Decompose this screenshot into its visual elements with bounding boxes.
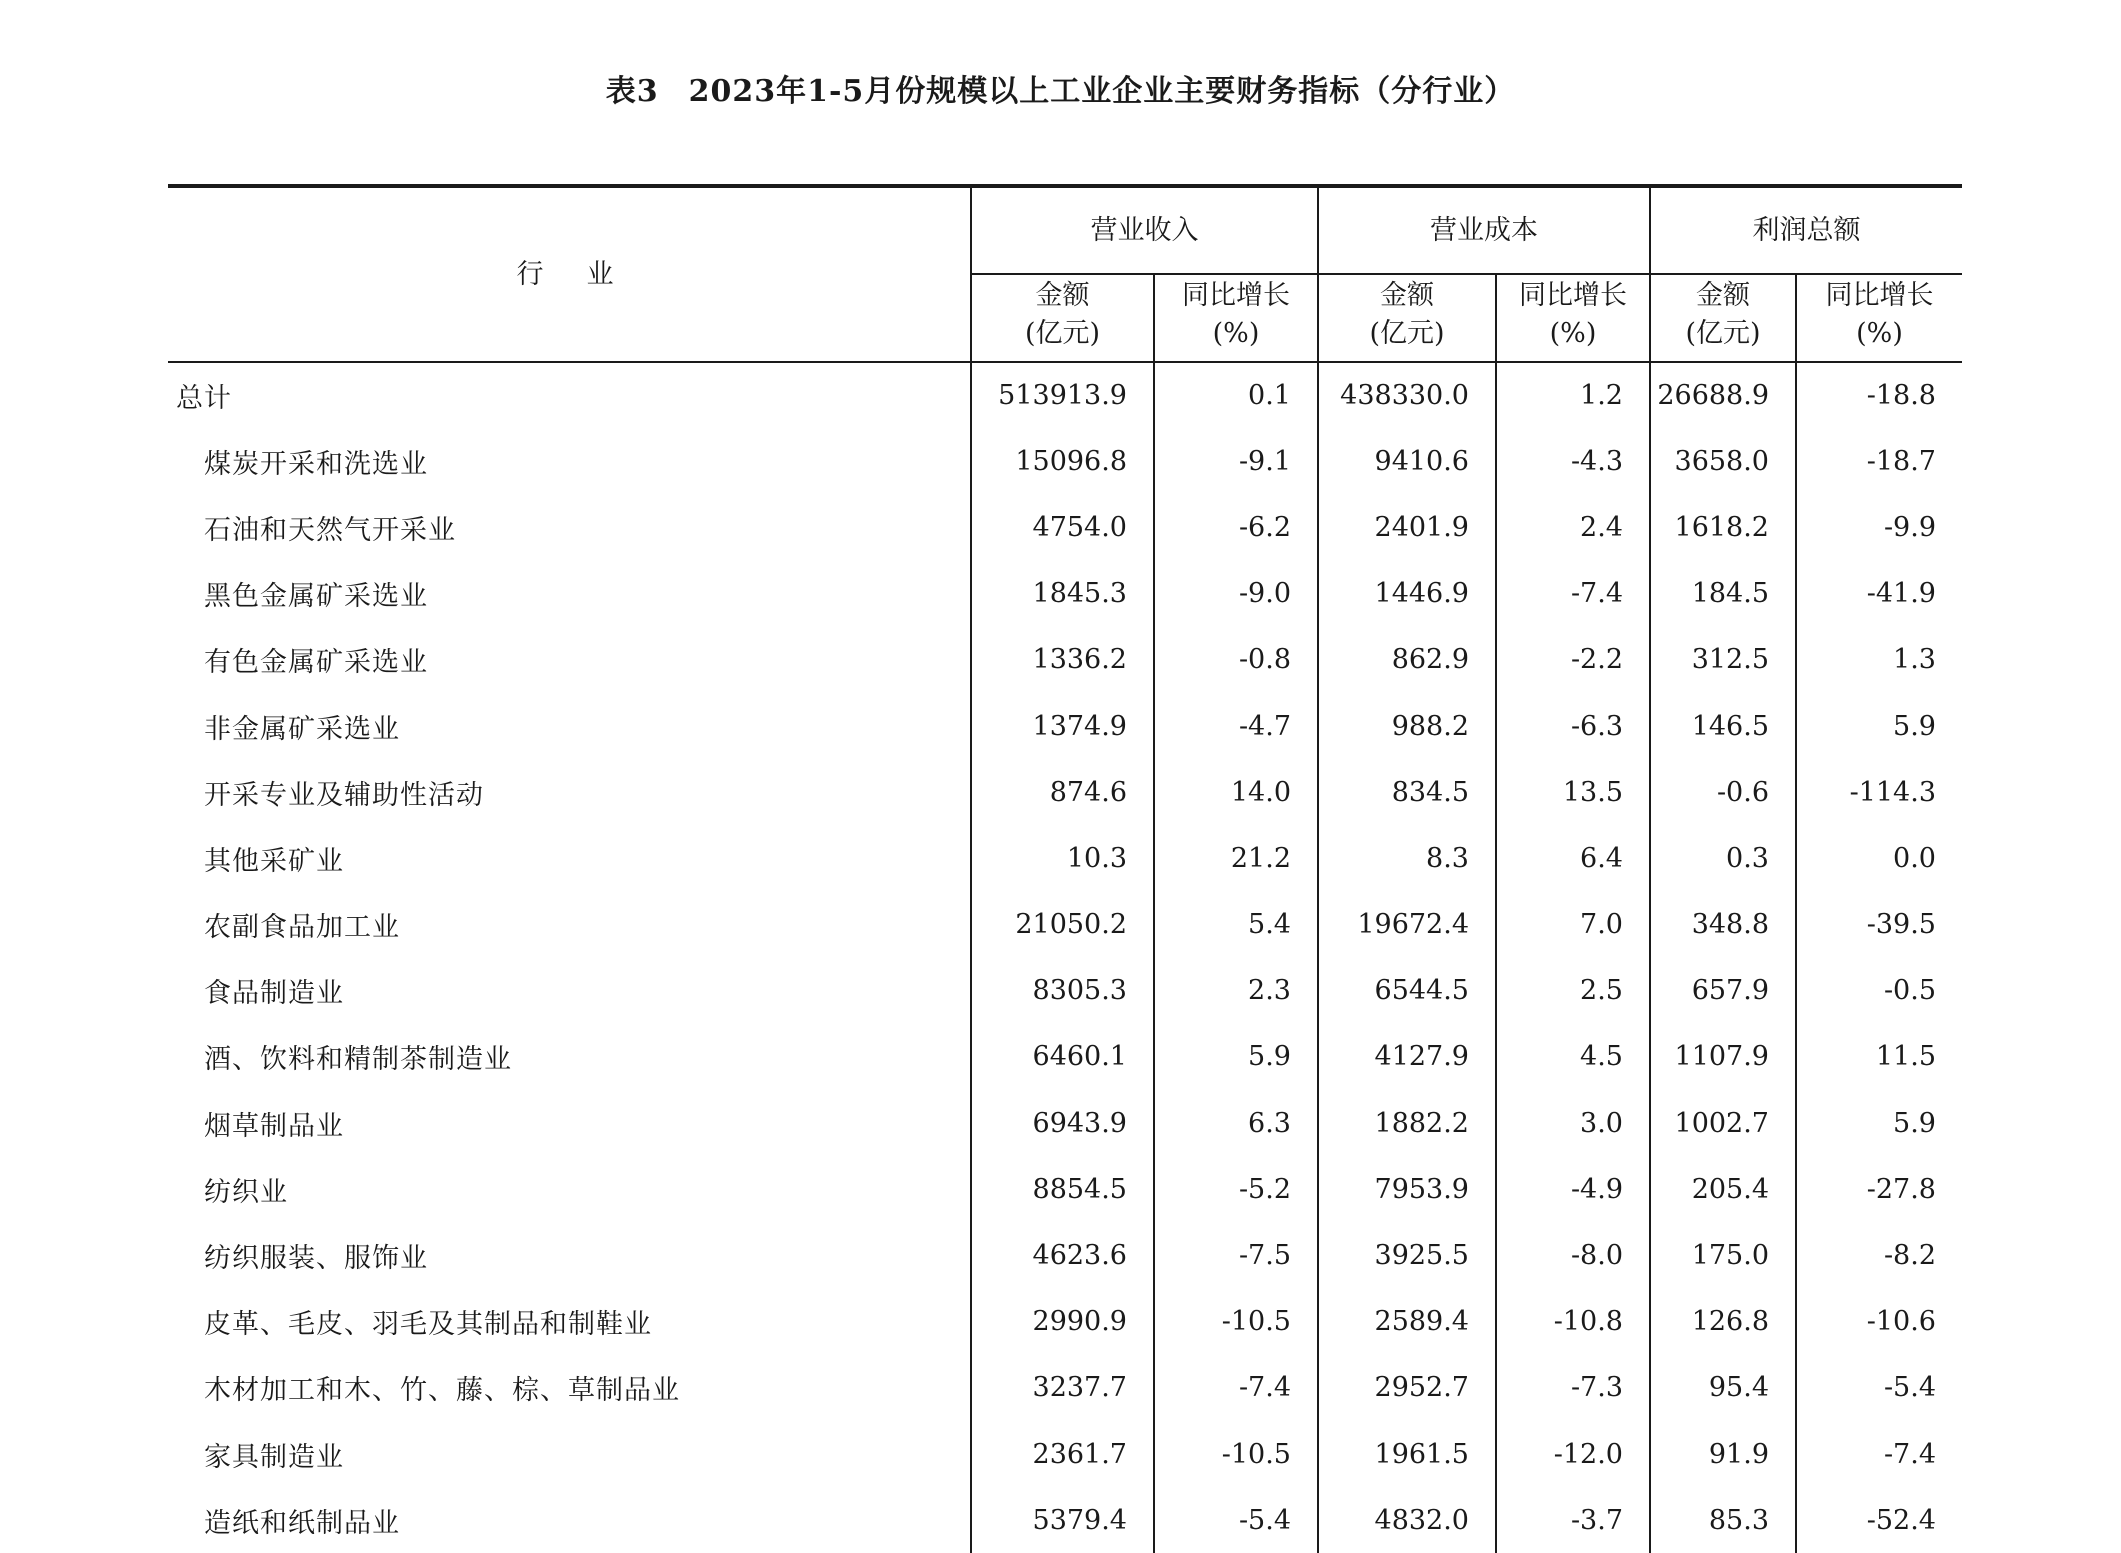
cost-amount-cell: 1961.5 bbox=[1318, 1421, 1496, 1487]
table-number: 表3 bbox=[605, 74, 659, 109]
industry-name-cell: 纺织业 bbox=[204, 1176, 288, 1208]
cost-growth-cell: 6.4 bbox=[1496, 825, 1650, 891]
profit-growth-cell: 0.0 bbox=[1796, 825, 1962, 891]
profit-growth-cell: -41.9 bbox=[1796, 561, 1962, 627]
industry-name-cell: 总计 bbox=[176, 383, 232, 415]
cost-growth-cell: 2.5 bbox=[1496, 958, 1650, 1024]
profit-amount-cell: -0.6 bbox=[1650, 759, 1796, 825]
cost-amount-cell: 9410.6 bbox=[1318, 428, 1496, 494]
table-row-total bbox=[168, 362, 1962, 428]
cost-growth-cell: -2.2 bbox=[1496, 627, 1650, 693]
cost-growth-cell: -4.3 bbox=[1496, 428, 1650, 494]
revenue-growth-cell: -5.2 bbox=[1154, 1156, 1318, 1222]
industry-header: 行 业 bbox=[168, 186, 971, 362]
profit-growth-cell: 11.5 bbox=[1796, 1024, 1962, 1090]
cost-growth-cell: -3.7 bbox=[1496, 1487, 1650, 1553]
profit-growth-cell: 5.9 bbox=[1796, 1090, 1962, 1156]
industry-name-cell: 农副食品加工业 bbox=[204, 912, 400, 944]
revenue-growth-cell: 21.2 bbox=[1154, 825, 1318, 891]
cost-growth-cell: 13.5 bbox=[1496, 759, 1650, 825]
revenue-growth-cell: 5.4 bbox=[1154, 892, 1318, 958]
revenue-header: 营业收入 bbox=[971, 186, 1318, 274]
cost-amount-cell: 834.5 bbox=[1318, 759, 1496, 825]
table-row bbox=[168, 958, 1962, 1024]
cost-growth-cell: -8.0 bbox=[1496, 1222, 1650, 1288]
profit-amount-cell: 85.3 bbox=[1650, 1487, 1796, 1553]
profit-amount-cell: 1002.7 bbox=[1650, 1090, 1796, 1156]
table-row bbox=[168, 1421, 1962, 1487]
financial-indicators-table bbox=[168, 184, 1962, 1553]
profit-amount-cell: 126.8 bbox=[1650, 1289, 1796, 1355]
industry-name-cell: 家具制造业 bbox=[204, 1441, 344, 1473]
revenue-amount-cell: 6460.1 bbox=[971, 1024, 1154, 1090]
profit-growth-cell: -5.4 bbox=[1796, 1355, 1962, 1421]
cost-growth-cell: 7.0 bbox=[1496, 892, 1650, 958]
revenue-amount-cell: 3237.7 bbox=[971, 1355, 1154, 1421]
table-row bbox=[168, 759, 1962, 825]
table-row bbox=[168, 1090, 1962, 1156]
revenue-amount-cell: 8305.3 bbox=[971, 958, 1154, 1024]
table-row bbox=[168, 1222, 1962, 1288]
revenue-amount-cell: 2361.7 bbox=[971, 1421, 1154, 1487]
profit-growth-cell: -18.8 bbox=[1796, 362, 1962, 428]
table-row bbox=[168, 561, 1962, 627]
cost-amount-cell: 4832.0 bbox=[1318, 1487, 1496, 1553]
revenue-growth-cell: -10.5 bbox=[1154, 1421, 1318, 1487]
revenue-amount-cell: 15096.8 bbox=[971, 428, 1154, 494]
revenue-growth-cell: -5.4 bbox=[1154, 1487, 1318, 1553]
profit-amount-cell: 312.5 bbox=[1650, 627, 1796, 693]
profit-growth-cell: -27.8 bbox=[1796, 1156, 1962, 1222]
industry-name-cell: 皮革、毛皮、羽毛及其制品和制鞋业 bbox=[204, 1309, 652, 1341]
profit-amount-cell: 26688.9 bbox=[1650, 362, 1796, 428]
cost-header: 营业成本 bbox=[1318, 186, 1650, 274]
table-row bbox=[168, 1024, 1962, 1090]
table-row bbox=[168, 627, 1962, 693]
cost-amount-cell: 1446.9 bbox=[1318, 561, 1496, 627]
cost-amount-cell: 862.9 bbox=[1318, 627, 1496, 693]
revenue-growth-cell: 14.0 bbox=[1154, 759, 1318, 825]
cost-amount-cell: 2401.9 bbox=[1318, 494, 1496, 560]
cost-amount-cell: 438330.0 bbox=[1318, 362, 1496, 428]
profit-growth-cell: -10.6 bbox=[1796, 1289, 1962, 1355]
table-title-text: 2023年1-5月份规模以上工业企业主要财务指标（分行业） bbox=[688, 74, 1516, 109]
profit-amount-cell: 91.9 bbox=[1650, 1421, 1796, 1487]
industry-name-cell: 非金属矿采选业 bbox=[204, 713, 400, 745]
profit-amount-cell: 3658.0 bbox=[1650, 428, 1796, 494]
revenue-amount-header: 金额 (亿元) bbox=[971, 274, 1154, 362]
revenue-amount-cell: 1845.3 bbox=[971, 561, 1154, 627]
cost-amount-cell: 1882.2 bbox=[1318, 1090, 1496, 1156]
cost-growth-cell: 1.2 bbox=[1496, 362, 1650, 428]
industry-name-cell: 其他采矿业 bbox=[204, 845, 344, 877]
cost-amount-cell: 2589.4 bbox=[1318, 1289, 1496, 1355]
industry-name-cell: 酒、饮料和精制茶制造业 bbox=[204, 1044, 512, 1076]
revenue-amount-cell: 1336.2 bbox=[971, 627, 1154, 693]
profit-amount-cell: 184.5 bbox=[1650, 561, 1796, 627]
revenue-growth-cell: -9.0 bbox=[1154, 561, 1318, 627]
profit-amount-header: 金额 (亿元) bbox=[1650, 274, 1796, 362]
cost-amount-cell: 988.2 bbox=[1318, 693, 1496, 759]
industry-name-cell: 烟草制品业 bbox=[204, 1110, 344, 1142]
cost-growth-cell: 4.5 bbox=[1496, 1024, 1650, 1090]
table-body bbox=[168, 362, 1962, 1553]
table-row bbox=[168, 1487, 1962, 1553]
table-row bbox=[168, 1156, 1962, 1222]
profit-amount-cell: 657.9 bbox=[1650, 958, 1796, 1024]
table-row bbox=[168, 428, 1962, 494]
revenue-growth-cell: -0.8 bbox=[1154, 627, 1318, 693]
revenue-growth-cell: -4.7 bbox=[1154, 693, 1318, 759]
profit-amount-cell: 0.3 bbox=[1650, 825, 1796, 891]
cost-amount-cell: 19672.4 bbox=[1318, 892, 1496, 958]
profit-growth-cell: -18.7 bbox=[1796, 428, 1962, 494]
table-row bbox=[168, 494, 1962, 560]
revenue-amount-cell: 2990.9 bbox=[971, 1289, 1154, 1355]
revenue-growth-cell: -7.4 bbox=[1154, 1355, 1318, 1421]
revenue-growth-header: 同比增长 (%) bbox=[1154, 274, 1318, 362]
profit-amount-cell: 175.0 bbox=[1650, 1222, 1796, 1288]
profit-growth-cell: -52.4 bbox=[1796, 1487, 1962, 1553]
table-row bbox=[168, 892, 1962, 958]
table-row bbox=[168, 1355, 1962, 1421]
cost-growth-cell: -4.9 bbox=[1496, 1156, 1650, 1222]
industry-name-cell: 煤炭开采和洗选业 bbox=[204, 448, 428, 480]
table-row bbox=[168, 693, 1962, 759]
revenue-growth-cell: 2.3 bbox=[1154, 958, 1318, 1024]
profit-amount-cell: 1107.9 bbox=[1650, 1024, 1796, 1090]
profit-growth-header: 同比增长 (%) bbox=[1796, 274, 1962, 362]
revenue-growth-cell: 0.1 bbox=[1154, 362, 1318, 428]
profit-amount-cell: 348.8 bbox=[1650, 892, 1796, 958]
cost-amount-header: 金额 (亿元) bbox=[1318, 274, 1496, 362]
revenue-growth-cell: -10.5 bbox=[1154, 1289, 1318, 1355]
revenue-amount-cell: 6943.9 bbox=[971, 1090, 1154, 1156]
cost-amount-cell: 4127.9 bbox=[1318, 1024, 1496, 1090]
cost-amount-cell: 2952.7 bbox=[1318, 1355, 1496, 1421]
profit-growth-cell: -9.9 bbox=[1796, 494, 1962, 560]
revenue-growth-cell: 5.9 bbox=[1154, 1024, 1318, 1090]
revenue-growth-cell: -9.1 bbox=[1154, 428, 1318, 494]
profit-growth-cell: -114.3 bbox=[1796, 759, 1962, 825]
cost-amount-cell: 7953.9 bbox=[1318, 1156, 1496, 1222]
table-row bbox=[168, 1289, 1962, 1355]
cost-growth-cell: -12.0 bbox=[1496, 1421, 1650, 1487]
profit-growth-cell: -0.5 bbox=[1796, 958, 1962, 1024]
industry-name-cell: 纺织服装、服饰业 bbox=[204, 1243, 428, 1275]
cost-growth-cell: -10.8 bbox=[1496, 1289, 1650, 1355]
revenue-amount-cell: 8854.5 bbox=[971, 1156, 1154, 1222]
industry-name-cell: 造纸和纸制品业 bbox=[204, 1507, 400, 1539]
profit-growth-cell: -8.2 bbox=[1796, 1222, 1962, 1288]
industry-name-cell: 食品制造业 bbox=[204, 978, 344, 1010]
page-title bbox=[0, 66, 2121, 110]
cost-growth-cell: -7.4 bbox=[1496, 561, 1650, 627]
profit-growth-cell: 1.3 bbox=[1796, 627, 1962, 693]
revenue-amount-cell: 874.6 bbox=[971, 759, 1154, 825]
revenue-growth-cell: -6.2 bbox=[1154, 494, 1318, 560]
revenue-amount-cell: 5379.4 bbox=[971, 1487, 1154, 1553]
revenue-amount-cell: 4623.6 bbox=[971, 1222, 1154, 1288]
revenue-growth-cell: -7.5 bbox=[1154, 1222, 1318, 1288]
profit-amount-cell: 95.4 bbox=[1650, 1355, 1796, 1421]
industry-name-cell: 木材加工和木、竹、藤、棕、草制品业 bbox=[204, 1375, 680, 1407]
industry-name-cell: 开采专业及辅助性活动 bbox=[204, 779, 484, 811]
revenue-amount-cell: 1374.9 bbox=[971, 693, 1154, 759]
table-header bbox=[168, 186, 1962, 362]
cost-growth-header: 同比增长 (%) bbox=[1496, 274, 1650, 362]
profit-amount-cell: 1618.2 bbox=[1650, 494, 1796, 560]
revenue-growth-cell: 6.3 bbox=[1154, 1090, 1318, 1156]
revenue-amount-cell: 4754.0 bbox=[971, 494, 1154, 560]
profit-growth-cell: -7.4 bbox=[1796, 1421, 1962, 1487]
industry-name-cell: 石油和天然气开采业 bbox=[204, 514, 456, 546]
profit-amount-cell: 146.5 bbox=[1650, 693, 1796, 759]
revenue-amount-cell: 513913.9 bbox=[971, 362, 1154, 428]
cost-growth-cell: -6.3 bbox=[1496, 693, 1650, 759]
profit-amount-cell: 205.4 bbox=[1650, 1156, 1796, 1222]
cost-growth-cell: -7.3 bbox=[1496, 1355, 1650, 1421]
profit-header: 利润总额 bbox=[1650, 186, 1962, 274]
revenue-amount-cell: 21050.2 bbox=[971, 892, 1154, 958]
industry-name-cell: 黑色金属矿采选业 bbox=[204, 581, 428, 613]
cost-growth-cell: 2.4 bbox=[1496, 494, 1650, 560]
revenue-amount-cell: 10.3 bbox=[971, 825, 1154, 891]
profit-growth-cell: 5.9 bbox=[1796, 693, 1962, 759]
table-row bbox=[168, 825, 1962, 891]
cost-amount-cell: 3925.5 bbox=[1318, 1222, 1496, 1288]
cost-amount-cell: 6544.5 bbox=[1318, 958, 1496, 1024]
header-row-groups bbox=[168, 186, 1962, 274]
cost-amount-cell: 8.3 bbox=[1318, 825, 1496, 891]
cost-growth-cell: 3.0 bbox=[1496, 1090, 1650, 1156]
profit-growth-cell: -39.5 bbox=[1796, 892, 1962, 958]
industry-name-cell: 有色金属矿采选业 bbox=[204, 647, 428, 679]
